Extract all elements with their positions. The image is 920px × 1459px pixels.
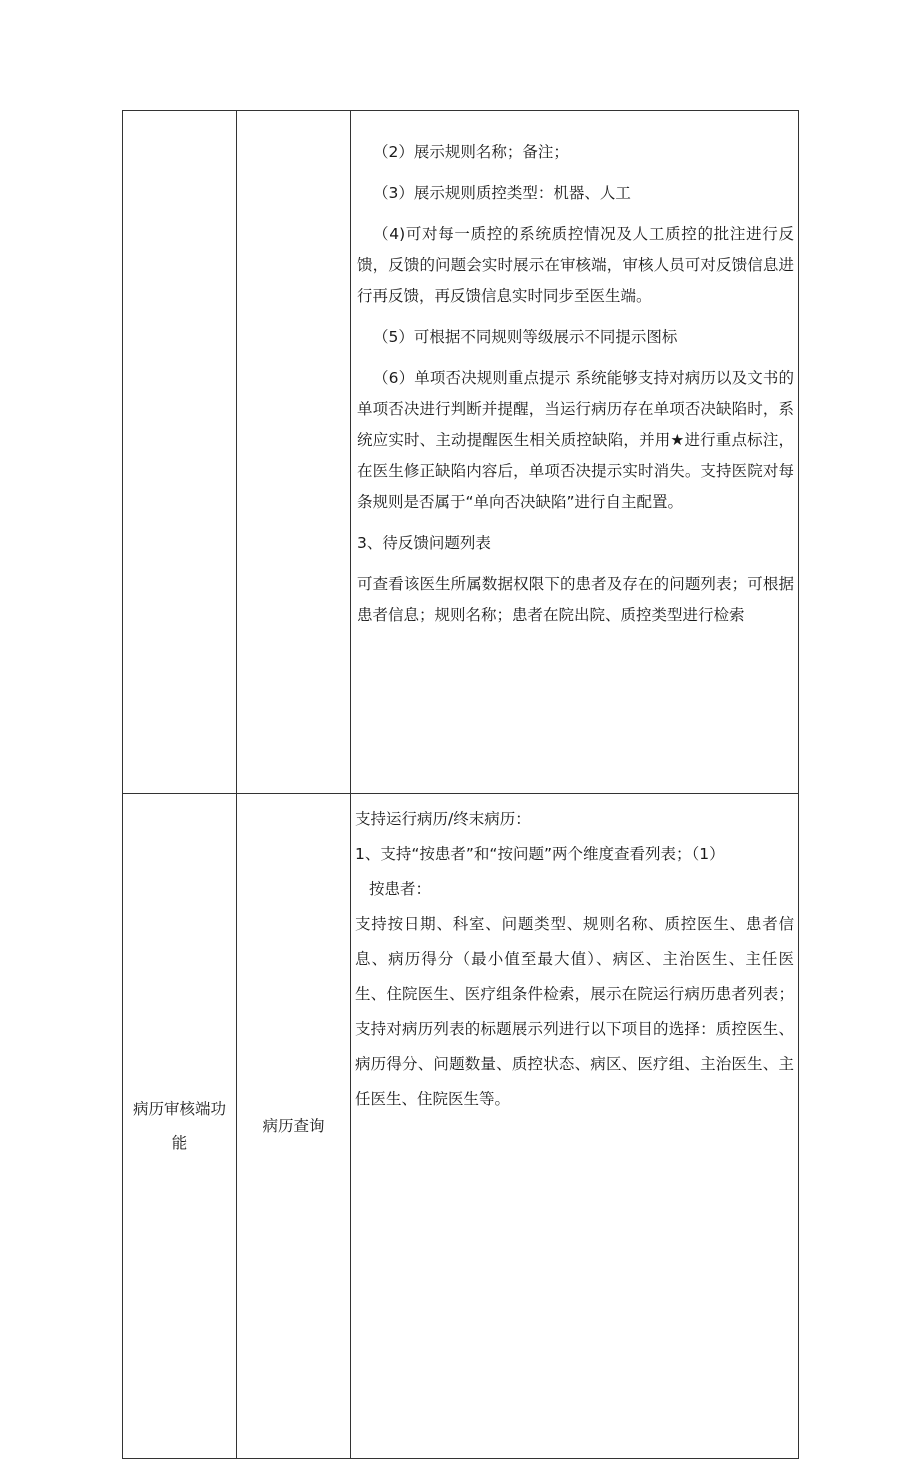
spec-table bbox=[122, 110, 799, 1459]
description-cell bbox=[351, 111, 799, 794]
paragraph: （4)可对每一质控的系统质控情况及人工质控的批注进行反馈，反馈的问题会实时展示在审核端，审核人员可对反馈信息进行再反馈，再反馈信息实时同步至医生端。 bbox=[357, 225, 794, 305]
table-row bbox=[123, 794, 799, 1459]
paragraph: 1、支持“按患者”和“按问题”两个维度查看列表；（1） bbox=[355, 845, 725, 863]
paragraph: （5）可根据不同规则等级展示不同提示图标 bbox=[373, 328, 678, 346]
table-row bbox=[123, 111, 799, 794]
section-heading: 3、待反馈问题列表 bbox=[357, 534, 491, 552]
paragraph: （6）单项否决规则重点提示 系统能够支持对病历以及文书的单项否决进行判断并提醒，当运行病历存在单项否决缺陷时，系统应实时、主动提醒医生相关质控缺陷，并用★进行重点标注，在医生修正缺陷内容后，单项否决提示实时消失。支持医院对每条规则是否属于“单向否决缺陷”进行自主配置。 bbox=[357, 369, 794, 511]
module-cell-empty bbox=[123, 111, 237, 794]
function-cell bbox=[237, 794, 351, 1459]
paragraph: （3）展示规则质控类型：机器、人工 bbox=[373, 184, 631, 202]
module-label: 病历审核端功能 bbox=[132, 1100, 226, 1152]
paragraph: （2）展示规则名称；备注； bbox=[373, 143, 569, 161]
paragraph: 支持运行病历/终末病历： bbox=[355, 810, 531, 828]
paragraph: 支持按日期、科室、问题类型、规则名称、质控医生、患者信息、病历得分（最小值至最大值）、病区、主治医生、主任医生、住院医生、医疗组条件检索，展示在院运行病历患者列表；支持对病历列表的标题展示列进行以下项目的选择：质控医生、病历得分、问题数量、质控状态、病区、医疗组、主治医生、主任医生、住院医生等。 bbox=[355, 915, 794, 1108]
module-cell bbox=[123, 794, 237, 1459]
paragraph: 可查看该医生所属数据权限下的患者及存在的问题列表；可根据患者信息；规则名称；患者在院出院、质控类型进行检索 bbox=[357, 575, 794, 624]
function-cell-empty bbox=[237, 111, 351, 794]
function-label: 病历查询 bbox=[262, 1117, 325, 1135]
paragraph: 按患者： bbox=[369, 880, 432, 898]
description-cell bbox=[351, 794, 799, 1459]
